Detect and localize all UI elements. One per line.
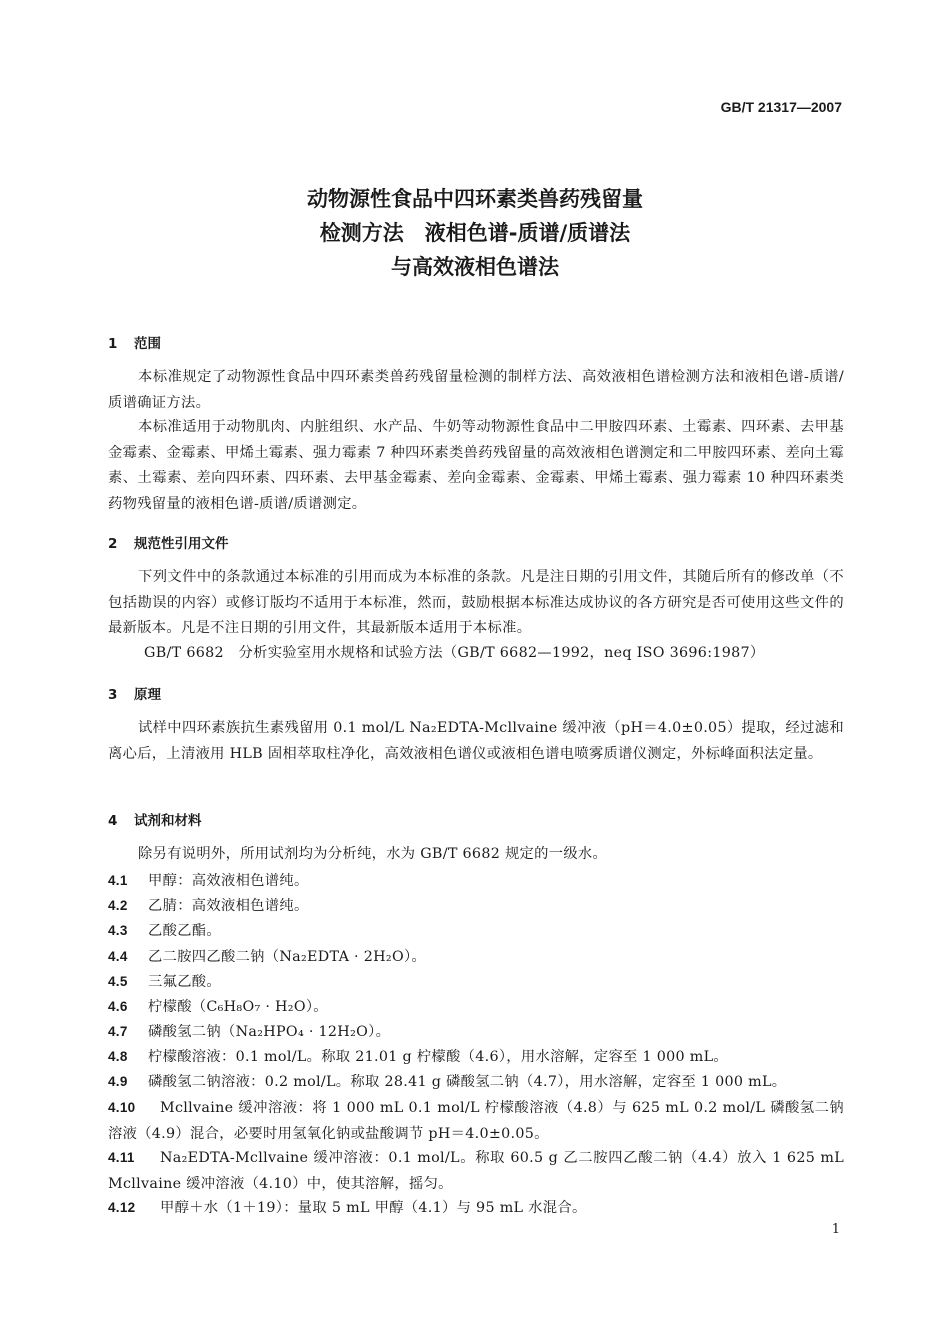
item-text: 柠檬酸（C₆H₈O₇ · H₂O）。 <box>148 999 328 1015</box>
section-1-paragraph-2: 本标准适用于动物肌肉、内脏组织、水产品、牛奶等动物源性食品中二甲胺四环素、土霉素、四环素、去甲基金霉素、金霉素、甲烯土霉素、强力霉素 7 种四环素类兽药残留量的高效液相色谱测定和二甲胺四环素、差向土霉素、土霉素、差向四环素、四环素、去甲基金霉素、差向金霉素、金霉素、甲烯土霉素、强力霉素 10 种四环素类药物残留量的液相色谱-质谱/质谱测定。 <box>108 419 844 512</box>
item-number: 4.1 <box>108 873 128 888</box>
standard-code: GB/T 21317—2007 <box>720 99 842 115</box>
item-text: 乙腈：高效液相色谱纯。 <box>148 898 309 914</box>
section-4-number: 4 <box>108 813 118 829</box>
list-item <box>108 944 844 971</box>
item-text: 甲醇：高效液相色谱纯。 <box>148 873 309 889</box>
item-text: 磷酸氢二钠（Na₂HPO₄ · 12H₂O）。 <box>148 1024 391 1040</box>
list-item <box>108 1195 844 1222</box>
section-4-heading <box>108 809 202 829</box>
item-number: 4.6 <box>108 999 128 1014</box>
section-2-title: 规范性引用文件 <box>134 536 229 552</box>
item-number: 4.4 <box>108 949 128 964</box>
section-2-paragraph-1: 下列文件中的条款通过本标准的引用而成为本标准的条款。凡是注日期的引用文件，其随后所有的修改单（不包括勘误的内容）或修订版均不适用于本标准，然而，鼓励根据本标准达成协议的各方研究是否可使用这些文件的最新版本。凡是不注日期的引用文件，其最新版本适用于本标准。 <box>108 569 844 636</box>
section-1-number: 1 <box>108 336 118 352</box>
list-item <box>108 868 844 895</box>
list-item <box>108 918 844 945</box>
normative-reference: GB/T 6682 分析实验室用水规格和试验方法（GB/T 6682—1992，neq ISO 3696:1987） <box>144 645 765 661</box>
item-number: 4.12 <box>108 1200 136 1215</box>
section-4-title: 试剂和材料 <box>134 813 202 829</box>
list-item <box>108 1069 844 1096</box>
item-number: 4.9 <box>108 1074 128 1089</box>
item-text: 三氟乙酸。 <box>148 974 221 990</box>
section-3-paragraph-1: 试样中四环素族抗生素残留用 0.1 mol/L Na₂EDTA-Mcllvaine 缓冲液（pH＝4.0±0.05）提取，经过滤和离心后，上清液用 HLB 固相萃取柱净化，高效液相色谱仪或液相色谱电喷雾质谱仪测定，外标峰面积法定量。 <box>108 720 844 762</box>
item-number: 4.10 <box>108 1100 136 1115</box>
item-text: 柠檬酸溶液：0.1 mol/L。称取 21.01 g 柠檬酸（4.6），用水溶解，定容至 1 000 mL。 <box>148 1049 729 1065</box>
item-number: 4.2 <box>108 898 128 913</box>
list-item <box>108 1145 844 1197</box>
section-2-heading <box>108 532 229 552</box>
list-item <box>108 994 844 1021</box>
section-2-number: 2 <box>108 536 118 552</box>
item-number: 4.8 <box>108 1049 128 1064</box>
list-item <box>108 1044 844 1071</box>
item-number: 4.5 <box>108 974 128 989</box>
section-3-number: 3 <box>108 687 118 703</box>
item-number: 4.3 <box>108 923 128 938</box>
list-item <box>108 893 844 920</box>
item-text: 甲醇＋水（1＋19）：量取 5 mL 甲醇（4.1）与 95 mL 水混合。 <box>160 1200 587 1216</box>
list-item <box>108 1019 844 1046</box>
section-3-heading <box>108 683 161 703</box>
section-3-title: 原理 <box>134 687 161 703</box>
item-text: 磷酸氢二钠溶液：0.2 mol/L。称取 28.41 g 磷酸氢二钠（4.7），用水溶解，定容至 1 000 mL。 <box>148 1074 787 1090</box>
document-title <box>0 182 950 284</box>
item-text: Na₂EDTA-Mcllvaine 缓冲溶液：0.1 mol/L。称取 60.5 g 乙二胺四乙酸二钠（4.4）放入 1 625 mL Mcllvaine 缓冲溶液（4.10）中，使其溶解，摇匀。 <box>108 1150 844 1192</box>
section-1-heading <box>108 332 161 352</box>
section-4-paragraph-1: 除另有说明外，所用试剂均为分析纯，水为 GB/T 6682 规定的一级水。 <box>138 846 608 862</box>
list-item <box>108 1095 844 1147</box>
title-line-1: 动物源性食品中四环素类兽药残留量 <box>307 187 643 211</box>
title-line-3: 与高效液相色谱法 <box>391 255 559 279</box>
item-text: 乙酸乙酯。 <box>148 923 221 939</box>
section-1-title: 范围 <box>134 336 161 352</box>
page-number: 1 <box>831 1222 840 1237</box>
item-number: 4.7 <box>108 1024 128 1039</box>
item-text: Mcllvaine 缓冲溶液：将 1 000 mL 0.1 mol/L 柠檬酸溶液（4.8）与 625 mL 0.2 mol/L 磷酸氢二钠溶液（4.9）混合，必要时用氢氧化钠或盐酸调节 pH＝4.0±0.05。 <box>108 1100 844 1142</box>
title-line-2: 检测方法 液相色谱-质谱/质谱法 <box>319 221 631 245</box>
list-item <box>108 969 844 996</box>
item-number: 4.11 <box>108 1150 135 1165</box>
section-1-paragraph-1: 本标准规定了动物源性食品中四环素类兽药残留量检测的制样方法、高效液相色谱检测方法和液相色谱-质谱/质谱确证方法。 <box>108 369 844 411</box>
item-text: 乙二胺四乙酸二钠（Na₂EDTA · 2H₂O）。 <box>148 949 427 965</box>
